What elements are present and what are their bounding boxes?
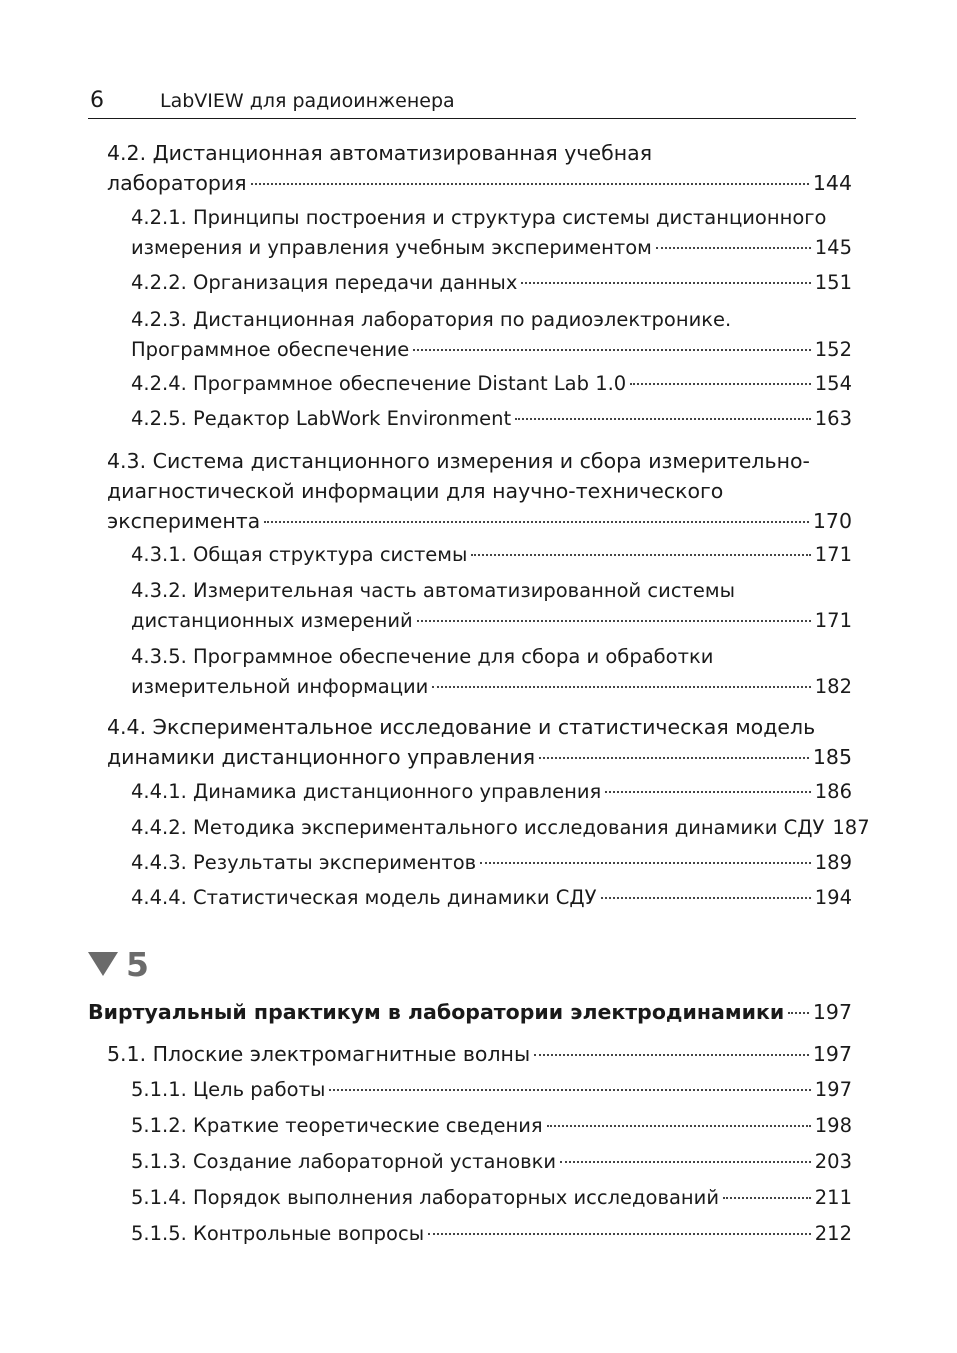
toc-entry-title: 4.4.4. Статистическая модель динамики СДУ <box>131 886 597 909</box>
toc-page-number: 211 <box>814 1186 852 1209</box>
toc-entry[interactable] <box>131 1183 852 1213</box>
dot-leader <box>547 1125 811 1127</box>
toc-page-number: 187 <box>832 816 870 839</box>
dot-leader <box>432 686 810 688</box>
toc-entry-title: 4.2.4. Программное обеспечение Distant Lab 1.0 <box>131 372 627 395</box>
toc-page-number: 152 <box>814 338 852 361</box>
toc-entry[interactable] <box>131 1111 852 1141</box>
toc-entry[interactable] <box>131 540 852 570</box>
toc-page-number: 170 <box>812 509 852 533</box>
toc-entry[interactable] <box>131 1219 852 1249</box>
toc-entry[interactable] <box>131 813 870 843</box>
toc-page-number: 189 <box>814 851 852 874</box>
dot-leader <box>251 183 809 185</box>
dot-leader <box>723 1197 811 1199</box>
toc-entry[interactable] <box>131 777 852 807</box>
chapter-marker <box>88 944 149 984</box>
toc-page-number: 212 <box>814 1222 852 1245</box>
toc-entry-title: 4.2.5. Редактор LabWork Environment <box>131 407 512 430</box>
toc-entry-title: 4.3.1. Общая структура системы <box>131 543 468 566</box>
toc-entry-title: 4.4.3. Результаты экспериментов <box>131 851 477 874</box>
toc-entry-title: 5.1. Плоские электромагнитные волны <box>107 1042 531 1066</box>
chapter-number: 5 <box>126 944 149 984</box>
toc-entry-title-line: 4.3.2. Измерительная часть автоматизированной системы <box>131 579 736 602</box>
toc-entry-title-line: 4.2.3. Дистанционная лаборатория по радиоэлектронике. <box>131 308 732 331</box>
toc-entry-title: 4.2.2. Организация передачи данных <box>131 271 518 294</box>
dot-leader <box>534 1054 809 1056</box>
toc-page-number: 197 <box>814 1078 852 1101</box>
toc-page-number: 144 <box>812 171 852 195</box>
toc-page-number: 171 <box>814 543 852 566</box>
toc-entry-title: 5.1.1. Цель работы <box>131 1078 326 1101</box>
toc-entry-title: 4.4.2. Методика экспериментального исследования динамики СДУ <box>131 816 825 839</box>
toc-entry[interactable] <box>131 1147 852 1177</box>
toc-page-number: 163 <box>814 407 852 430</box>
toc-entry[interactable] <box>131 404 852 434</box>
page-number: 6 <box>90 88 104 113</box>
toc-entry[interactable] <box>131 848 852 878</box>
chapter-title-entry[interactable] <box>88 997 852 1027</box>
toc-entry-title: измерительной информации <box>131 675 429 698</box>
chapter-title: Виртуальный практикум в лаборатории электродинамики <box>88 1000 785 1024</box>
toc-entry-title: измерения и управления учебным экспериментом <box>131 236 652 259</box>
toc-entry-title-line: 4.2.1. Принципы построения и структура системы дистанционного <box>131 206 827 229</box>
dot-leader <box>471 554 810 556</box>
toc-entry-title-line: 4.3.5. Программное обеспечение для сбора и обработки <box>131 645 714 668</box>
dot-leader <box>417 620 811 622</box>
dot-leader <box>521 282 810 284</box>
toc-entry-title-line: 4.3. Система дистанционного измерения и сбора измерительно- <box>107 449 810 473</box>
toc-entry[interactable] <box>107 138 852 198</box>
dot-leader <box>413 349 811 351</box>
toc-entry-title-line: 4.4. Экспериментальное исследование и статистическая модель <box>107 715 816 739</box>
toc-entry-title: 5.1.3. Создание лабораторной установки <box>131 1150 557 1173</box>
toc-entry-title: динамики дистанционного управления <box>107 745 536 769</box>
toc-page-number: 198 <box>814 1114 852 1137</box>
toc-entry-title: лаборатория <box>107 171 247 195</box>
dot-leader <box>264 521 809 523</box>
toc-entry[interactable] <box>131 305 852 365</box>
toc-entry[interactable] <box>131 268 852 298</box>
toc-entry-title: Программное обеспечение <box>131 338 410 361</box>
dot-leader <box>560 1161 811 1163</box>
toc-page-number: 186 <box>814 780 852 803</box>
toc-page-number: 203 <box>814 1150 852 1173</box>
toc-entry-title: 5.1.2. Краткие теоретические сведения <box>131 1114 543 1137</box>
toc-page-number: 194 <box>814 886 852 909</box>
toc-page-number: 182 <box>814 675 852 698</box>
toc-page-number: 154 <box>814 372 852 395</box>
toc-page-number: 151 <box>814 271 852 294</box>
toc-entry-title: 4.4.1. Динамика дистанционного управления <box>131 780 602 803</box>
dot-leader <box>515 418 811 420</box>
dot-leader <box>630 383 811 385</box>
toc-entry[interactable] <box>131 1075 852 1105</box>
toc-entry-title: дистанционных измерений <box>131 609 413 632</box>
toc-entry[interactable] <box>107 446 852 536</box>
dot-leader <box>605 791 810 793</box>
dot-leader <box>656 247 811 249</box>
dot-leader <box>428 1233 811 1235</box>
toc-page-number: 145 <box>814 236 852 259</box>
dot-leader <box>329 1089 810 1091</box>
toc-entry[interactable] <box>107 712 852 772</box>
toc-entry-title: 5.1.5. Контрольные вопросы <box>131 1222 425 1245</box>
toc-page-number: 197 <box>812 1000 852 1024</box>
toc-page-number: 171 <box>814 609 852 632</box>
toc-entry-title: эксперимента <box>107 509 261 533</box>
page-header <box>88 84 856 119</box>
toc-entry-title-line: диагностической информации для научно-технического <box>107 479 724 503</box>
toc-entry-title: 5.1.4. Порядок выполнения лабораторных исследований <box>131 1186 720 1209</box>
toc-entry[interactable] <box>131 576 852 636</box>
toc-entry[interactable] <box>131 369 852 399</box>
toc-entry[interactable] <box>131 203 852 263</box>
toc-page-number: 185 <box>812 745 852 769</box>
toc-entry[interactable] <box>131 883 852 913</box>
dot-leader <box>788 1012 809 1014</box>
toc-entry[interactable] <box>107 1039 852 1069</box>
dot-leader <box>480 862 811 864</box>
toc-entry[interactable] <box>131 642 852 702</box>
dot-leader <box>601 897 811 899</box>
dot-leader <box>539 757 809 759</box>
running-title: LabVIEW для радиоинженера <box>160 90 455 112</box>
toc-entry-title-line: 4.2. Дистанционная автоматизированная учебная <box>107 141 653 165</box>
toc-page-number: 197 <box>812 1042 852 1066</box>
triangle-down-icon <box>88 952 118 976</box>
